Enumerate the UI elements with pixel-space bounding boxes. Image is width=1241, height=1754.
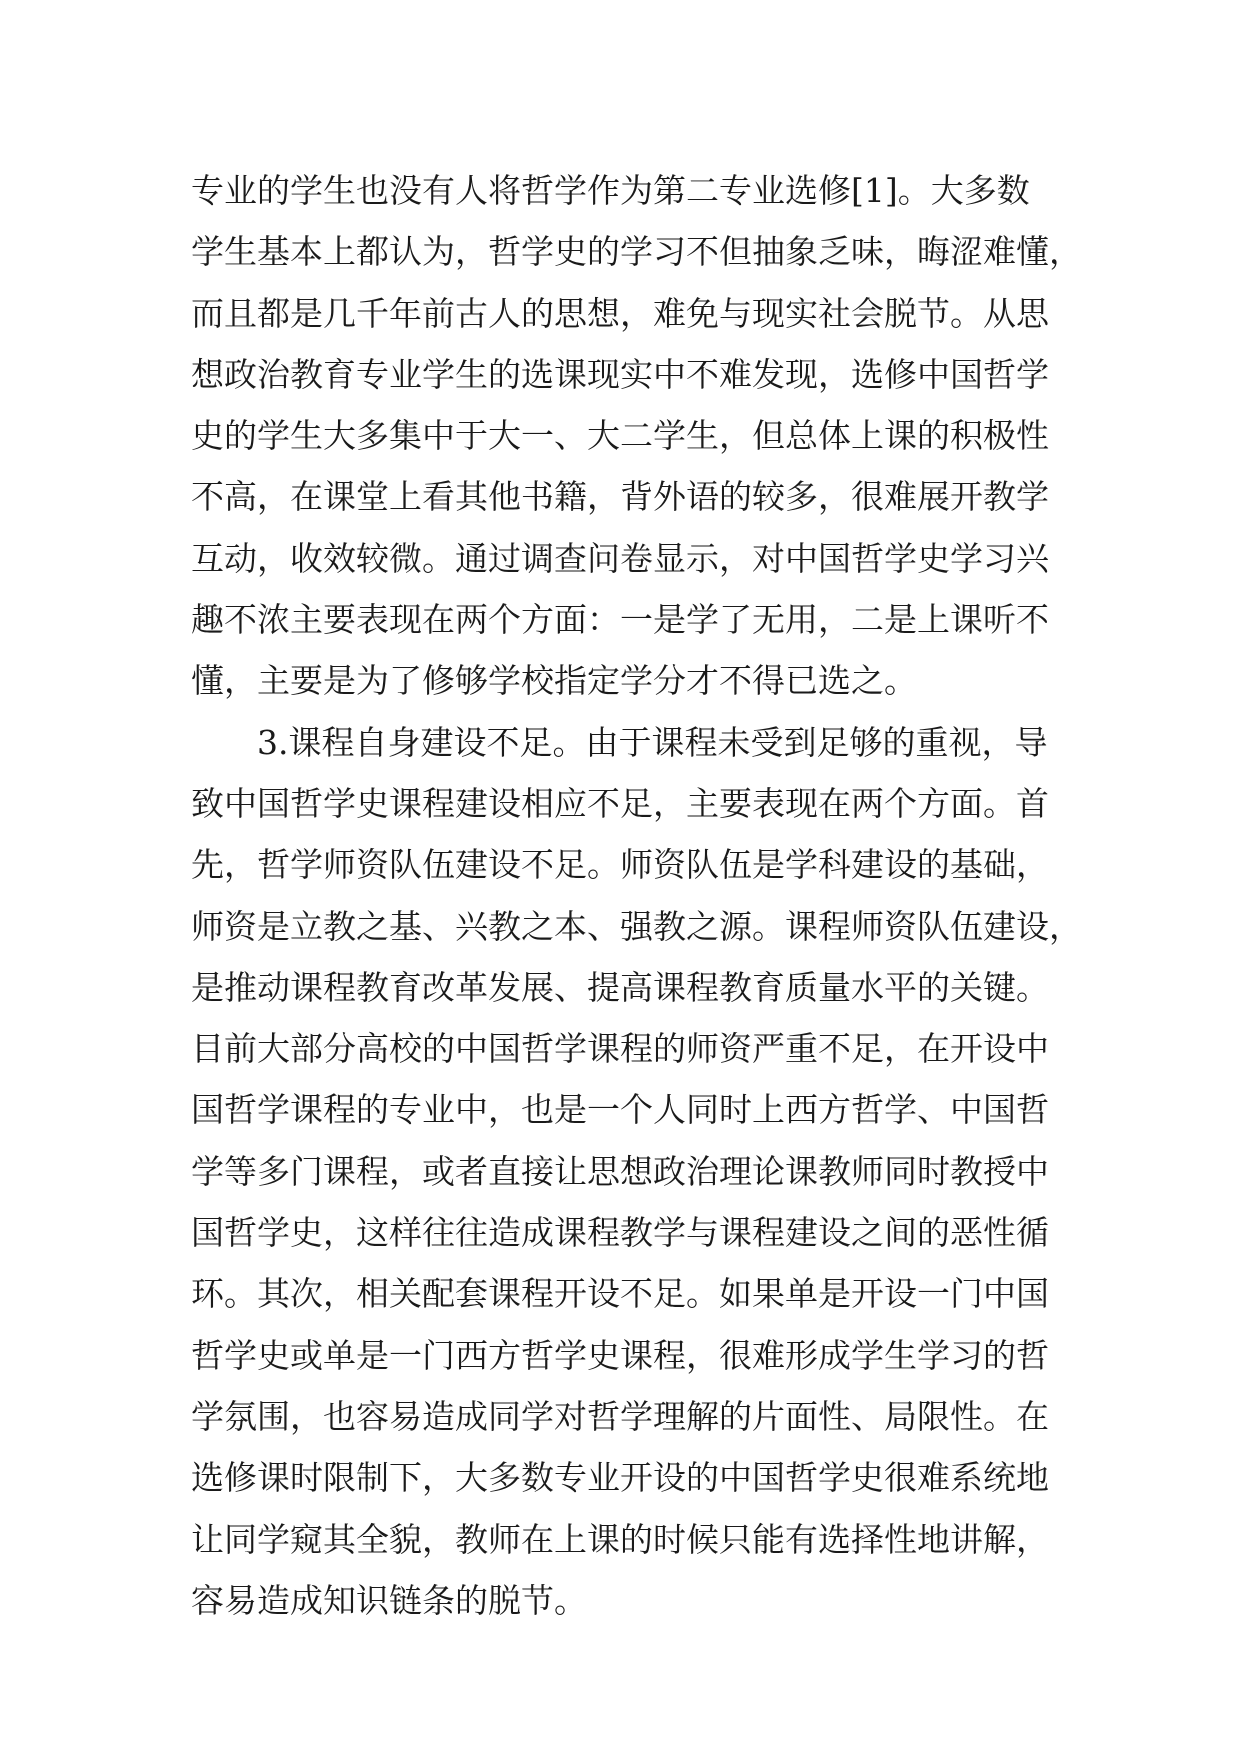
text-line: 致中国哲学史课程建设相应不足，主要表现在两个方面。首 bbox=[191, 783, 1049, 823]
text-line: 互动，收效较微。通过调查问卷显示，对中国哲学史学习兴 bbox=[191, 538, 1049, 578]
text-line: 史的学生大多集中于大一、大二学生，但总体上课的积极性 bbox=[191, 416, 1049, 456]
body-text bbox=[191, 160, 1082, 1631]
text-line: 师资是立教之基、兴教之本、强教之源。课程师资队伍建设， bbox=[191, 906, 1082, 946]
paragraph-start-line: 3.课程自身建设不足。由于课程未受到足够的重视，导 bbox=[257, 722, 1048, 762]
text-line: 专业的学生也没有人将哲学作为第二专业选修[1]。大多数 bbox=[191, 171, 1030, 210]
text-line: 目前大部分高校的中国哲学课程的师资严重不足，在开设中 bbox=[191, 1029, 1049, 1069]
text-line: 学等多门课程，或者直接让思想政治理论课教师同时教授中 bbox=[191, 1151, 1049, 1191]
text-line: 懂，主要是为了修够学校指定学分才不得已选之。 bbox=[191, 661, 917, 701]
text-line: 是推动课程教育改革发展、提高课程教育质量水平的关键。 bbox=[191, 967, 1049, 1007]
text-line: 选修课时限制下，大多数专业开设的中国哲学史很难系统地 bbox=[191, 1458, 1049, 1498]
text-line: 国哲学史，这样往往造成课程教学与课程建设之间的恶性循 bbox=[191, 1213, 1049, 1253]
text-line: 不高，在课堂上看其他书籍，背外语的较多，很难展开教学 bbox=[191, 477, 1049, 517]
text-line: 想政治教育专业学生的选课现实中不难发现，选修中国哲学 bbox=[191, 354, 1049, 394]
text-line: 趣不浓主要表现在两个方面：一是学了无用，二是上课听不 bbox=[191, 600, 1049, 640]
text-line: 先，哲学师资队伍建设不足。师资队伍是学科建设的基础， bbox=[191, 845, 1049, 885]
text-line: 让同学窥其全貌，教师在上课的时候只能有选择性地讲解， bbox=[191, 1519, 1049, 1559]
text-line: 学生基本上都认为，哲学史的学习不但抽象乏味，晦涩难懂， bbox=[191, 232, 1082, 272]
text-line: 容易造成知识链条的脱节。 bbox=[191, 1580, 587, 1620]
text-line: 环。其次，相关配套课程开设不足。如果单是开设一门中国 bbox=[191, 1274, 1049, 1314]
text-line: 而且都是几千年前古人的思想，难免与现实社会脱节。从思 bbox=[191, 293, 1049, 333]
text-line: 学氛围，也容易造成同学对哲学理解的片面性、局限性。在 bbox=[191, 1396, 1049, 1436]
text-line: 哲学史或单是一门西方哲学史课程，很难形成学生学习的哲 bbox=[191, 1335, 1049, 1375]
text-line: 国哲学课程的专业中，也是一个人同时上西方哲学、中国哲 bbox=[191, 1090, 1049, 1130]
